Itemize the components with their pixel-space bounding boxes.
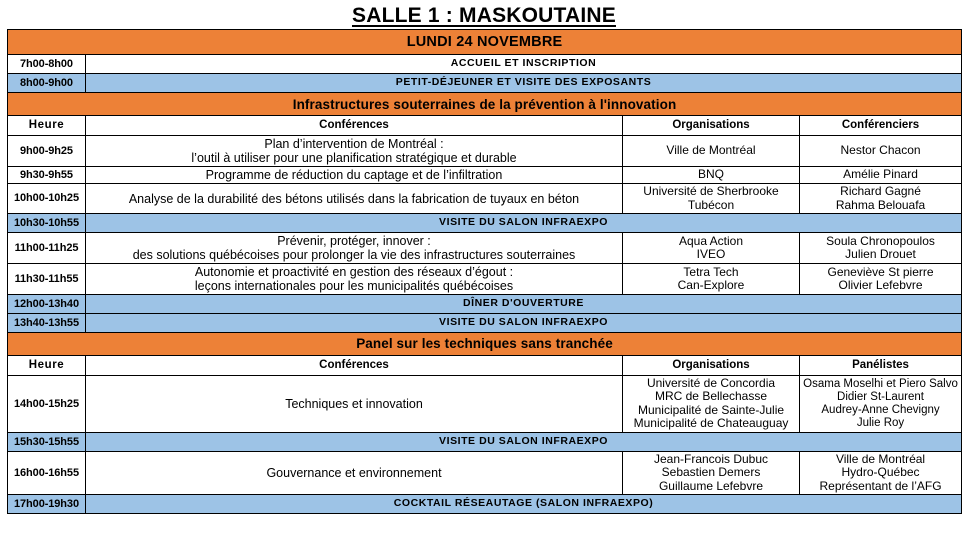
speakers-list-line: Richard Gagné xyxy=(840,184,921,199)
organisations-list xyxy=(623,375,800,432)
table-row xyxy=(8,432,962,451)
organisations-list xyxy=(623,232,800,263)
speakers-list xyxy=(800,232,962,263)
speakers-list xyxy=(800,184,962,214)
speakers-list-line: Osama Moselhi et Piero Salvo xyxy=(803,378,958,391)
column-header-speakers: Panélistes xyxy=(800,355,962,375)
table-row xyxy=(8,313,962,332)
speakers-list-line: Olivier Lefebvre xyxy=(838,277,923,292)
speakers-list-line: Nestor Chacon xyxy=(840,143,921,158)
organisations-list-line: Can-Explore xyxy=(677,277,745,292)
time-cell: 11h00-11h25 xyxy=(8,232,86,263)
speakers-list-line: Audrey-Anne Chevigny xyxy=(821,403,940,416)
conference-title-line: Techniques et innovation xyxy=(285,396,423,411)
time-cell: 12h00-13h40 xyxy=(8,294,86,313)
organisations-list-line: Aqua Action xyxy=(678,233,744,248)
organisations-list-line: Sebastien Demers xyxy=(661,465,761,480)
table-row xyxy=(8,93,962,116)
organisations-list-line: Municipalité de Chateauguay xyxy=(633,416,789,431)
speakers-list xyxy=(800,167,962,184)
full-width-event-label: VISITE DU SALON INFRAEXPO xyxy=(86,313,962,332)
table-row xyxy=(8,184,962,214)
page-title xyxy=(0,0,968,29)
conference-title-line: l’outil à utiliser pour une planification stratégique et durable xyxy=(191,151,517,166)
organisations-list xyxy=(623,451,800,494)
conference-title xyxy=(86,167,623,184)
time-cell: 15h30-15h55 xyxy=(8,432,86,451)
conference-title-line: Programme de réduction du captage et de l’infiltration xyxy=(205,168,503,183)
table-row xyxy=(8,213,962,232)
organisations-list-line: IVEO xyxy=(696,246,726,261)
speakers-list-line: Julie Roy xyxy=(856,416,905,429)
speakers-list-line: Geneviève St pierre xyxy=(827,264,934,279)
column-header-heure: Heure xyxy=(8,116,86,136)
conference-title xyxy=(86,136,623,167)
full-width-event-label: VISITE DU SALON INFRAEXPO xyxy=(86,213,962,232)
time-cell: 17h00-19h30 xyxy=(8,495,86,514)
conference-title-line: des solutions québécoises pour prolonger la vie des infrastructures souterraines xyxy=(132,247,576,262)
conference-title-line: Prévenir, protéger, innover : xyxy=(277,233,431,248)
speakers-list xyxy=(800,451,962,494)
time-cell: 8h00-9h00 xyxy=(8,74,86,93)
speakers-list-line: Julien Drouet xyxy=(845,246,916,261)
table-row xyxy=(8,263,962,294)
conference-title-line: Analyse de la durabilité des bétons utilisés dans la fabrication de tuyaux en béton xyxy=(128,191,580,206)
table-row xyxy=(8,451,962,494)
time-cell: 9h30-9h55 xyxy=(8,167,86,184)
time-cell: 14h00-15h25 xyxy=(8,375,86,432)
time-cell: 16h00-16h55 xyxy=(8,451,86,494)
table-row xyxy=(8,116,962,136)
column-header-conferences: Conférences xyxy=(86,116,623,136)
conference-title-line: Plan d’intervention de Montréal : xyxy=(264,137,444,152)
conference-title-line: Autonomie et proactivité en gestion des réseaux d’égout : xyxy=(194,264,514,279)
conference-title xyxy=(86,375,623,432)
organisations-list-line: Guillaume Lefebvre xyxy=(658,478,764,493)
column-header-organisations: Organisations xyxy=(623,116,800,136)
day-banner: LUNDI 24 NOVEMBRE xyxy=(8,30,962,55)
table-row xyxy=(8,167,962,184)
schedule-container xyxy=(0,29,968,514)
table-row xyxy=(8,30,962,55)
organisations-list-line: Université de Sherbrooke xyxy=(643,184,779,199)
speakers-list-line: Didier St-Laurent xyxy=(837,390,924,403)
column-header-conferences: Conférences xyxy=(86,355,623,375)
speakers-list-line: Ville de Montréal xyxy=(835,451,926,466)
organisations-list-line: Ville de Montréal xyxy=(666,143,756,158)
speakers-list xyxy=(800,375,962,432)
time-cell: 13h40-13h55 xyxy=(8,313,86,332)
organisations-list xyxy=(623,136,800,167)
speakers-list-line: Soula Chronopoulos xyxy=(826,233,935,248)
conference-title xyxy=(86,232,623,263)
time-cell: 10h00-10h25 xyxy=(8,184,86,214)
speakers-list-line: Amélie Pinard xyxy=(843,167,918,182)
table-row xyxy=(8,375,962,432)
schedule-table xyxy=(7,29,962,514)
conference-title-line: Gouvernance et environnement xyxy=(266,465,442,480)
time-cell: 9h00-9h25 xyxy=(8,136,86,167)
full-width-event-label: ACCUEIL ET INSCRIPTION xyxy=(86,55,962,74)
organisations-list-line: Université de Concordia xyxy=(646,375,776,390)
time-cell: 7h00-8h00 xyxy=(8,55,86,74)
full-width-event-label: COCKTAIL RÉSEAUTAGE (SALON INFRAEXPO) xyxy=(86,495,962,514)
schedule-body xyxy=(8,30,962,514)
speakers-list-line: Représentant de l’AFG xyxy=(819,478,942,493)
full-width-event-label: DÎNER D'OUVERTURE xyxy=(86,294,962,313)
table-row xyxy=(8,294,962,313)
speakers-list xyxy=(800,263,962,294)
organisations-list-line: Municipalité de Sainte-Julie xyxy=(637,402,785,417)
organisations-list-line: Tetra Tech xyxy=(683,264,739,279)
table-row xyxy=(8,55,962,74)
time-cell: 11h30-11h55 xyxy=(8,263,86,294)
speakers-list-line: Hydro-Québec xyxy=(841,465,920,480)
organisations-list xyxy=(623,167,800,184)
table-row xyxy=(8,232,962,263)
organisations-list-line: Jean-Francois Dubuc xyxy=(653,451,769,466)
table-row xyxy=(8,332,962,355)
conference-title xyxy=(86,451,623,494)
conference-title-line: leçons internationales pour les municipalités québécoises xyxy=(194,278,514,293)
section-banner: Panel sur les techniques sans tranchée xyxy=(8,332,962,355)
organisations-list-line: MRC de Bellechasse xyxy=(654,389,768,404)
speakers-list-line: Rahma Belouafa xyxy=(835,197,926,212)
organisations-list-line: Tubécon xyxy=(687,197,735,212)
column-header-speakers: Conférenciers xyxy=(800,116,962,136)
conference-title xyxy=(86,263,623,294)
organisations-list xyxy=(623,263,800,294)
section-banner: Infrastructures souterraines de la prévention à l'innovation xyxy=(8,93,962,116)
page-title-text: SALLE 1 : MASKOUTAINE xyxy=(352,4,616,27)
organisations-list xyxy=(623,184,800,214)
table-row xyxy=(8,136,962,167)
table-row xyxy=(8,355,962,375)
organisations-list-line: BNQ xyxy=(697,167,724,182)
column-header-heure: Heure xyxy=(8,355,86,375)
speakers-list xyxy=(800,136,962,167)
time-cell: 10h30-10h55 xyxy=(8,213,86,232)
column-header-organisations: Organisations xyxy=(623,355,800,375)
table-row xyxy=(8,74,962,93)
full-width-event-label: PETIT-DÉJEUNER ET VISITE DES EXPOSANTS xyxy=(86,74,962,93)
conference-title xyxy=(86,184,623,214)
full-width-event-label: VISITE DU SALON INFRAEXPO xyxy=(86,432,962,451)
table-row xyxy=(8,495,962,514)
